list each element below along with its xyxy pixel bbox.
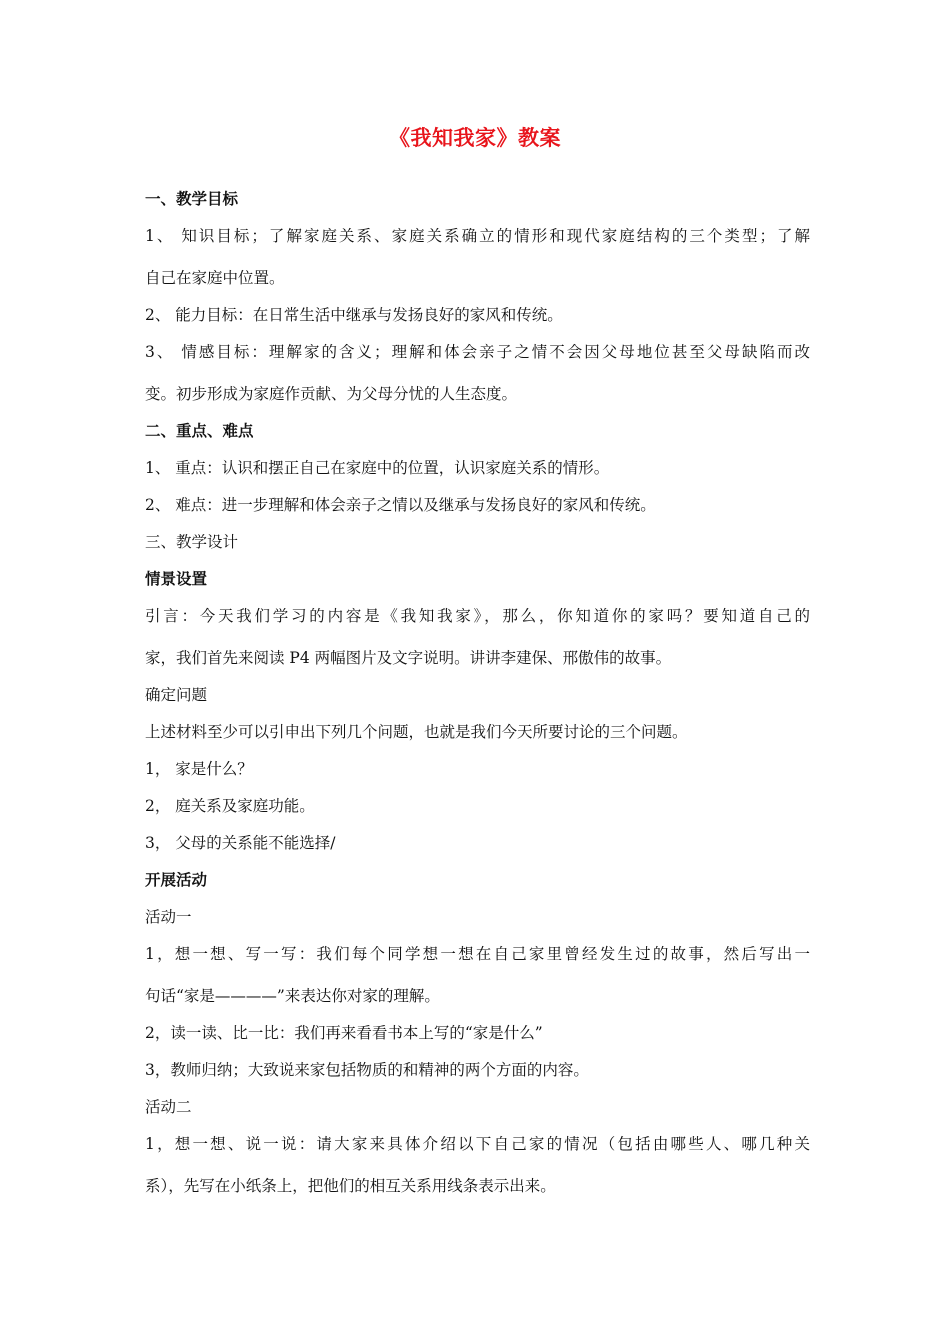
paragraph-line: 2、 能力目标：在日常生活中继承与发扬良好的家风和传统。 — [145, 306, 563, 324]
paragraph-line: 1、 重点：认识和摆正自己在家庭中的位置，认识家庭关系的情形。 — [145, 459, 610, 477]
paragraph-line: 1、 知识目标；了解家庭关系、家庭关系确立的情形和现代家庭结构的三个类型；了解 — [145, 227, 810, 245]
list-item: 3，教师归纳；大致说来家包括物质的和精神的两个方面的内容。 — [145, 1061, 589, 1079]
section-heading-key-points: 二、重点、难点 — [145, 421, 254, 440]
subheading-questions: 确定问题 — [145, 686, 208, 704]
list-item: 1，想一想、写一写：我们每个同学想一想在自己家里曾经发生过的故事，然后写出一 — [145, 945, 810, 963]
subheading-scenario: 情景设置 — [145, 569, 208, 588]
subheading-activities: 开展活动 — [145, 870, 208, 889]
list-item: 3， 父母的关系能不能选择/ — [145, 834, 336, 852]
list-item: 句话“家是————”来表达你对家的理解。 — [145, 987, 440, 1005]
paragraph-line: 上述材料至少可以引申出下列几个问题，也就是我们今天所要讨论的三个问题。 — [145, 723, 688, 741]
activity-heading: 活动一 — [145, 908, 192, 926]
list-item: 系），先写在小纸条上，把他们的相互关系用线条表示出来。 — [145, 1177, 556, 1195]
document-body — [145, 187, 810, 1211]
paragraph-line: 变。初步形成为家庭作贡献、为父母分忧的人生态度。 — [145, 385, 518, 403]
list-item: 2， 庭关系及家庭功能。 — [145, 797, 315, 815]
list-item: 1， 家是什么？ — [145, 760, 253, 778]
list-item: 1，想一想、说一说：请大家来具体介绍以下自己家的情况（包括由哪些人、哪几种关 — [145, 1135, 810, 1153]
paragraph-line: 自己在家庭中位置。 — [145, 269, 285, 287]
list-item: 2，读一读、比一比：我们再来看看书本上写的“家是什么” — [145, 1024, 543, 1042]
paragraph-line: 3、 情感目标：理解家的含义；理解和体会亲子之情不会因父母地位甚至父母缺陷而改 — [145, 343, 810, 361]
paragraph-line: 引言：今天我们学习的内容是《我知我家》，那么，你知道你的家吗？要知道自己的 — [145, 607, 810, 625]
section-heading-design: 三、教学设计 — [145, 533, 239, 551]
activity-heading: 活动二 — [145, 1098, 192, 1116]
paragraph-line: 家，我们首先来阅读 P4 两幅图片及文字说明。讲讲李建保、邢傲伟的故事。 — [145, 649, 672, 667]
document-title: 《我知我家》教案 — [389, 125, 561, 150]
section-heading-objectives: 一、教学目标 — [145, 189, 239, 208]
paragraph-line: 2、 难点：进一步理解和体会亲子之情以及继承与发扬良好的家风和传统。 — [145, 496, 656, 514]
